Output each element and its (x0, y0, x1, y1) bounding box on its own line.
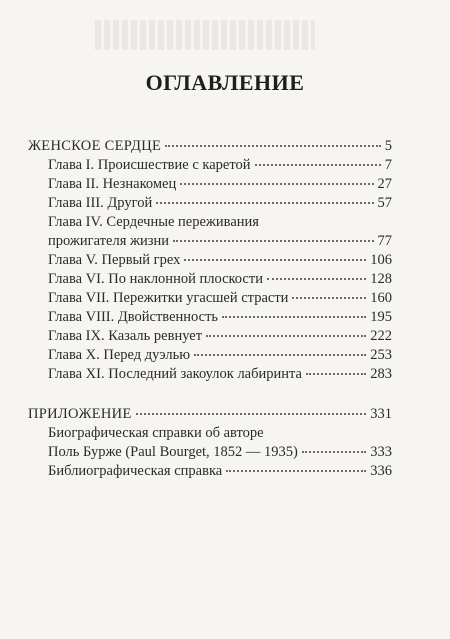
toc-entry-label: Глава IX. Казаль ревнует (48, 328, 203, 344)
toc-section-title: ПРИЛОЖЕНИЕ (28, 406, 132, 422)
toc-entry-label: Глава VIII. Двойственность (48, 309, 219, 325)
toc-section-part1[interactable] (28, 137, 392, 155)
toc-page-number: 253 (370, 347, 392, 363)
toc-entry-chapter-1[interactable] (48, 156, 392, 174)
dot-leader (226, 469, 366, 472)
toc-entry-label: Глава VI. По наклонной плоскости (48, 271, 263, 287)
toc-section-title: ЖЕНСКОЕ СЕРДЦЕ (28, 138, 162, 154)
toc-section-appendix[interactable] (28, 405, 392, 423)
toc-entry-label: прожигателя жизни (48, 233, 170, 249)
dot-leader (180, 182, 373, 185)
toc-entry-label: Глава VII. Пережитки угасшей страсти (48, 290, 289, 306)
toc-entry-appendix-2[interactable] (48, 462, 392, 480)
toc-entry-label: Глава X. Перед дуэлью (48, 347, 191, 363)
dot-leader (173, 239, 373, 242)
dot-leader (184, 258, 366, 261)
toc-page-number: 27 (377, 176, 392, 192)
toc-entry-label: Поль Бурже (Paul Bourget, 1852 — 1935) (48, 444, 298, 460)
toc-page-number: 331 (370, 406, 392, 422)
toc-page-number: 57 (377, 195, 392, 211)
dot-leader (194, 353, 366, 356)
toc-entry-appendix-1[interactable] (48, 424, 392, 442)
dot-leader (136, 412, 367, 415)
toc-page-number: 128 (370, 271, 392, 287)
dot-leader (255, 163, 381, 166)
dot-leader (267, 277, 366, 280)
toc-page-number: 7 (384, 157, 392, 173)
toc-entry-label: Биографическая справки об авторе (48, 425, 264, 441)
dot-leader (302, 450, 366, 453)
toc-entry-appendix-1-cont[interactable] (48, 443, 392, 461)
toc-entry-chapter-6[interactable] (48, 270, 392, 288)
toc-entry-label: Глава V. Первый грех (48, 252, 181, 268)
toc-entry-label: Глава XI. Последний закоулок лабиринта (48, 366, 302, 382)
toc-entry-chapter-4[interactable] (48, 213, 392, 231)
dot-leader (206, 334, 366, 337)
toc-page-number: 195 (370, 309, 392, 325)
toc-entry-label: Глава II. Незнакомец (48, 176, 177, 192)
bleed-through-text (95, 20, 315, 50)
toc-entry-chapter-11[interactable] (48, 365, 392, 383)
toc-entry-label: Библиографическая справка (48, 463, 223, 479)
toc-entry-label: Глава III. Другой (48, 195, 153, 211)
toc-entry-chapter-8[interactable] (48, 308, 392, 326)
toc-page-number: 5 (384, 138, 392, 154)
dot-leader (222, 315, 366, 318)
dot-leader (306, 372, 366, 375)
toc-entry-chapter-10[interactable] (48, 346, 392, 364)
toc-page-number: 106 (370, 252, 392, 268)
toc-entry-chapter-2[interactable] (48, 175, 392, 193)
toc-entry-label: Глава IV. Сердечные переживания (48, 214, 259, 230)
toc-entry-chapter-5[interactable] (48, 251, 392, 269)
dot-leader (292, 296, 366, 299)
toc-page-number: 283 (370, 366, 392, 382)
page-title: ОГЛАВЛЕНИЕ (145, 70, 305, 95)
toc-page-number: 222 (370, 328, 392, 344)
toc-entry-chapter-3[interactable] (48, 194, 392, 212)
toc-page-number: 77 (377, 233, 392, 249)
toc-entry-chapter-9[interactable] (48, 327, 392, 345)
dot-leader (165, 144, 381, 147)
toc-entry-chapter-7[interactable] (48, 289, 392, 307)
toc-page-number: 333 (370, 444, 392, 460)
dot-leader (156, 201, 373, 204)
toc-entry-chapter-4-cont[interactable] (48, 232, 392, 250)
toc-entry-label: Глава I. Происшествие с каретой (48, 157, 251, 173)
toc-page-number: 336 (370, 463, 392, 479)
toc-page-number: 160 (370, 290, 392, 306)
